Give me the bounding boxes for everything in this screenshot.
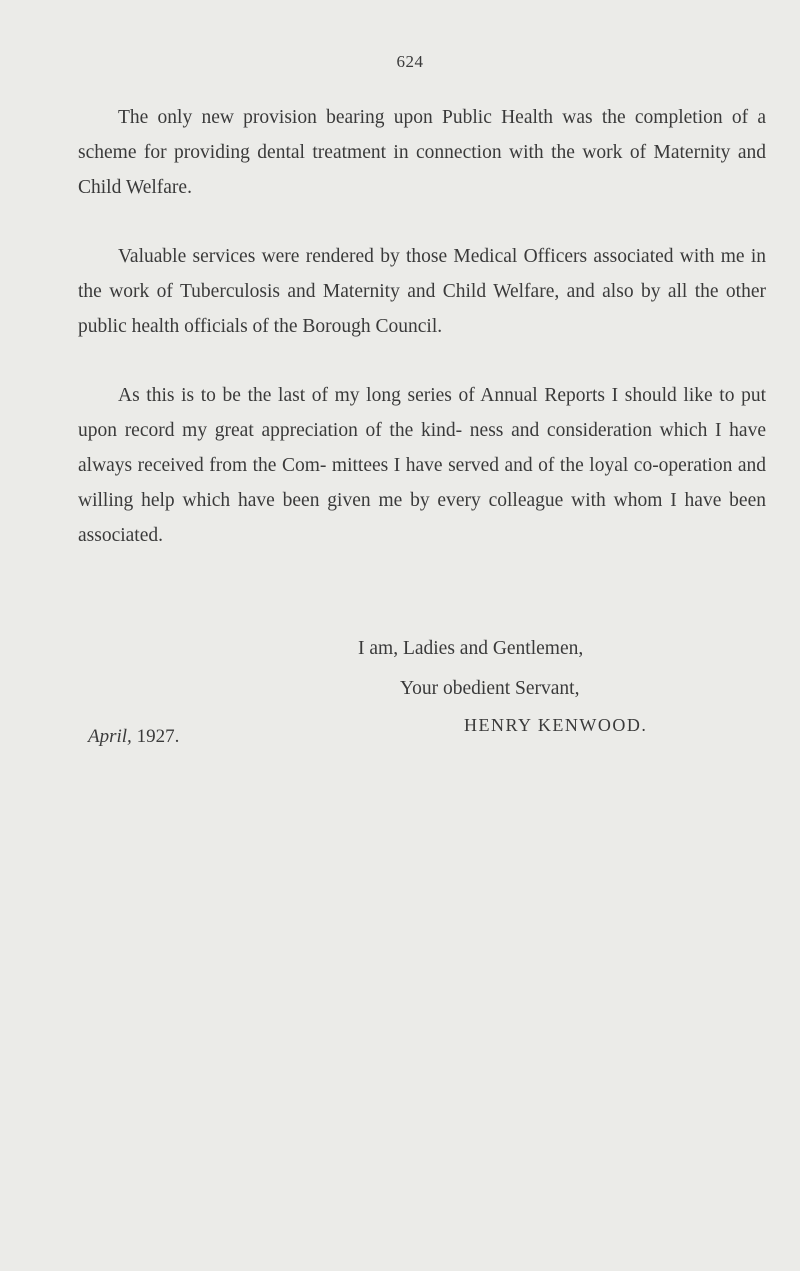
date-month: April, xyxy=(88,726,132,747)
closing-valediction: Your obedient Servant, xyxy=(400,678,580,699)
page-number: 624 xyxy=(396,52,424,71)
date-year: 1927. xyxy=(136,726,180,747)
paragraph-dental-provision: The only new provision bearing upon Public Health was the completion of a scheme for providing dental treatment in connection with the work of Maternity and Child Welfare. xyxy=(78,107,766,198)
paragraph-appreciation: As this is to be the last of my long series of Annual Reports I should like to put upon record my great appreciation of the kind- ness and consideration which I have always received from the Com- mittees I have served and of the loyal co-operation and willing help which have been given me by every colleague with whom I have been associated. xyxy=(78,385,766,546)
closing-salutation: I am, Ladies and Gentlemen, xyxy=(358,638,584,659)
paragraph-medical-officers: Valuable services were rendered by those Medical Officers associated with me in the work of Tuberculosis and Maternity and Child Welfare, and also by all the other public health officials of the Borough Council. xyxy=(78,246,766,337)
report-body xyxy=(78,100,766,587)
signature-name: HENRY KENWOOD. xyxy=(464,715,648,735)
report-date xyxy=(88,722,179,752)
